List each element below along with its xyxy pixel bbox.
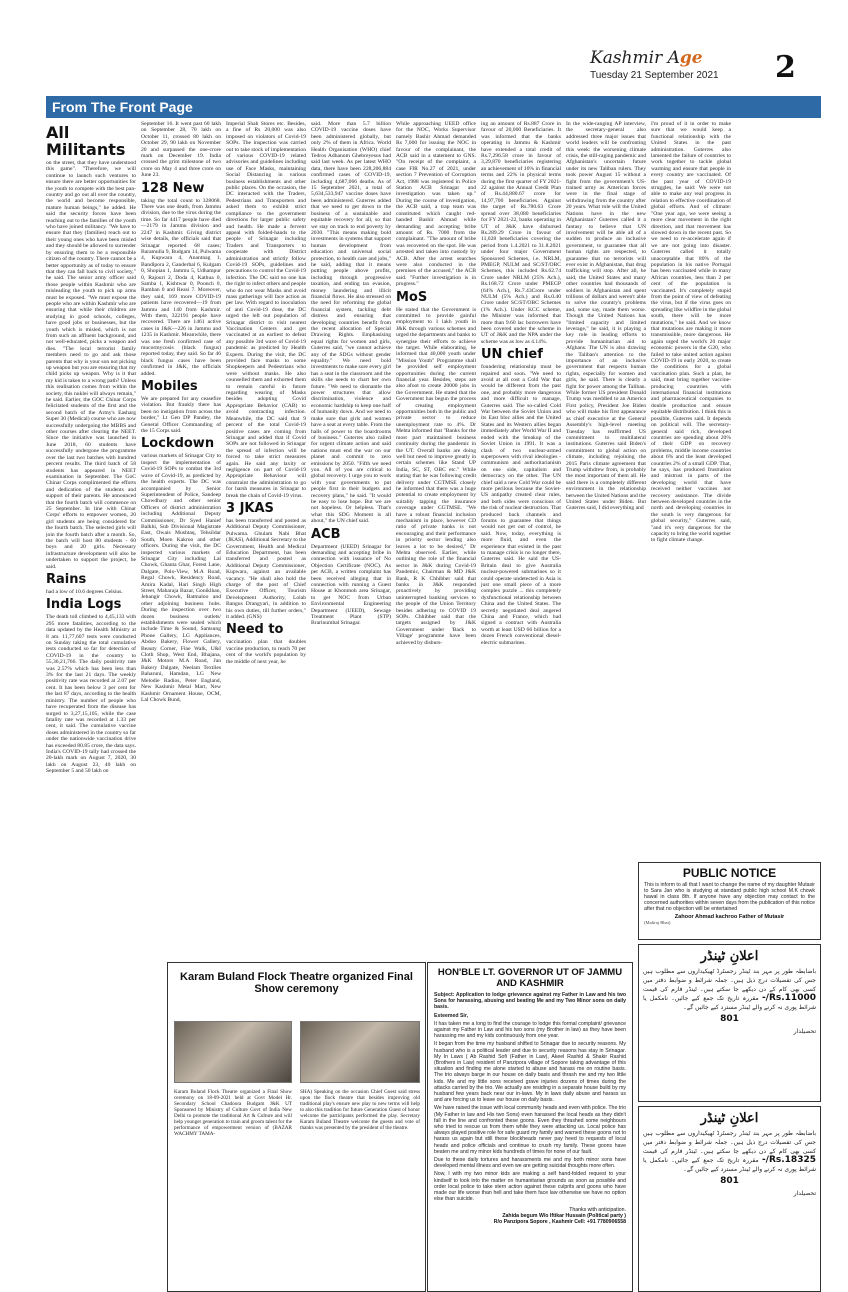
article-text: taking the total count to 328068. There was one death, from Jammu division, due to the virus during the time. So far 4417 people have died—2179 in Jammu division and 2247 in Kashmir. Giving district wise details, the officials said that Srinagar reported 68 cases; Baramulla 9, Budgam 14, Pulwama 4, Kupwara 4, Anantnag 1, Bandipora 2, Ganderbal 6, Kulgam 0, Shopian 1, Jammu 5, Udhampur 0, Rajouri 2, Doda 4, Kathua 0, Samba 1, Kishtwar 0, Poonch 0, Ramban 0 and Reasi 7. Moreover, they said, 169 more COVID-19 patients have recovered—19 from Jammu and 140 from Kashmir. With them, 322191 people have recovered. There are 1461 active cases in J&K—226 in Jammu and 1235 in Kashmir. Meanwhile, there was one fresh confirmed case of mucormycosis (black fungus) reported today, they said. So far 46 black fungus cases have been confirmed in J&K, the officials added. xyxy=(141,197,221,377)
column-4 xyxy=(311,121,391,959)
letter-greeting: Esteemed Sir, xyxy=(434,1012,469,1019)
headline-need-to: Need to xyxy=(226,622,284,638)
headline-rains: Rains xyxy=(46,572,87,587)
tender-amount: Rs.11000/- xyxy=(761,993,816,1003)
headline-3-jkas: 3 JKAS xyxy=(226,500,274,516)
urdu-body: باضابطہ طور پر مہر بند ٹینڈر رجسٹرڈ ٹھیکیداروں سے مطلوب ہیں جس کی تفصیلات درج ذیل ہیں۔ جملہ شرائط و ضوابط دفتر میں کسی بھی کام کے دن دیکھے جا سکتے ہیں۔ ٹینڈر فارم کی قیمت Rs.11000/- مقررہ تاریخ تک جمع کیے جائیں۔ نامکمل یا شرائط پوری نہ کرنے والے ٹینڈر مسترد کیے جائیں گے۔ xyxy=(643,968,816,1011)
letter-paragraph: Due to these daily tortures and harassments me and my both minor sons have developed mental illness and even we are getting suicidal thoughts more often. xyxy=(434,1157,626,1170)
column-6 xyxy=(481,121,561,959)
urdu-signature: تحصیلدار xyxy=(793,1190,816,1197)
newspaper-logo: Kashmir Age xyxy=(590,48,703,68)
karam-caption: SHA) Speaking on the occasion Chief Guest said stress upon the flock theatre that besides improving old traditional play's ensure new play to new terms will help to also this tradition for future Generation Guest of honor welcome the participants performed the play. Secretary Karam Buland Theatre welcome the guests and vote of thanks was presented by the president of the theatre. xyxy=(300,1089,420,1131)
headline-mobiles: Mobiles xyxy=(141,379,198,395)
article-text: ing an amount of Rs.887 Crore in favour of 20,000 Beneficiaries. It was informed that the banks operating in Jammu & Kashmir have extended a total credit of Rs.7,296.58 crore in favour of 3,29,870 beneficiaries registering an achievement of 16% in financial terms and 22% in physical terms during the first quarter of FY 2021-22 against the Annual Credit Plan of Rs.44,880.67 crore for 14,97,700 beneficiaries. Against the target of Rs.780.63 Crore spread over 38,080 beneficiaries for FY 2021-22, banks operating in UT of J&K have disbursed Rs.289.29 Crore in favour of 11,028 beneficiaries covering the period from 1.4.2021 to 31.8.2021 under four major Government Sponsored Schemes, i.e. NRLM, PMEGP, NULM and SC/ST/OBC Schemes, this included Rs.62.74 Crore under NRLM (25% Ach.), Rs.168.72 Crore under PMEGP (64% Ach.), Rs.7.43Crore under NULM (5% Ach.) and Rs.0.40 Crore under SC/ST/OBC Schemes (1% Ach.). Under KCC scheme, the Minister was informed that more than 9.60 lac borrowers have been covered under the scheme in UT of J&K and the NPA under the scheme was as low as 4.14%. xyxy=(481,121,561,345)
article-text: I'm proud of it in order to make sure that we would keep a functional relationship with the United States in the past administration. Guterres also lamented the failure of countries to work together to tackle global warming and ensure that people in every country are vaccinated. Of the past year of COVID-19 struggles, he said: We were not able to make any real progress in relation to effective coordination of global efforts. And of climate: "One year ago, we were seeing a more clear movement in the right direction, and that movement has slowed down in the recent past. So we need to re-accelerate again if we are not going into disaster. Guterres called it totally unacceptable that 80% of the population in his native Portugal has been vaccinated while in many African countries, less than 2 per cent of the population is vaccinated. It's completely stupid from the point of view of defeating the virus, but if the virus goes on spreading like wildfire in the global south, there will be more mutations," he said. And we know that mutations are making it more transmissible, more dangerous. He again urged the world's 20 major economic powers in the G20, who failed to take united action against COVID-19 in early 2020, to create the conditions for a global vaccination plan. Such a plan, he said, must bring together vaccine-producing countries with international financial institutions and pharmaceutical companies to double production and ensure equitable distribution. I think this is possible, Guterres said. It depends on political will. The secretary-general said rich, developed countries are spending about 20% of their GDP on recovery problems, middle income countries about 6% and the least developed countries 2% of a small GDP. That, he says, has produced frustration and mistrust in parts of the developing world that have received neither vaccines nor recovery assistance. The divide between developed countries in the north and developing countries in the south is very dangerous for global security," Guterres said, "and it's very dangerous for the capacity to bring the world together to fight climate change. xyxy=(651,121,732,544)
article-text: on the street, that they have understood this game". "Therefore, we will continue to launch such ventures to ensure there are better opportunities for the youth to compete with the best pan-country and go out all over the country, the world and become responsible, mature human beings," he added. He said the security forces have been reaching out to the families of the youth who have joined militancy. "We have to ensure that they (families) reach out to their young ones who have been misled and they should be allowed to surrender by ensuring them to be a responsible citizen of the country. There cannot be a better opportunity as of today to ensure that they can fall back to civil society," he said. The senior army officer said those people within Kashmir who are misleading the youth to pick up arms must be exposed. "We must expose the people who are within Kashmir who are ensuring that while their children are studying in good schools, colleges, have good jobs or businesses, but the youth which is misled, which is not from such an affluent background, and not well-educated, picks a weapon and dies. "The local terrorist family members need to go and ask those parents that why is your son not picking up weapon but you are ensuring that my child picks up weapon. Why is it that my kid is taken to a wrong path? Unless this realisation comes from within the society, this nuklei will always remain," he said. Earlier, the GOC Chinar Corps felicitated students of the first and the second batch of the Army's Easharg Super 30 (Medical) course who are now successfully undergoing the MBBS and other courses after clearing the NEET. Since the initiative was launched in June 2018, 60 students have successfully undergone the programme over the last two batches with hundred percent results. The third batch of 58 students has appeared in NEET examination in September. The GoC Chinar Corps complimented the efforts and dedication of the students and support of their parents. He announced that the fourth batch will commence on 25 September. In line with Chinar Corps' efforts to empower women, 20 girl students are being considered for the fourth batch. The selected girls will join the fourth batch after a month. So, the batch will host 80 students - 60 boys and 20 girls. Necessary infrastructure development will also be undertaken to support the project, he said. xyxy=(46,160,136,570)
headline-acb: ACB xyxy=(311,526,341,542)
karam-headline: Karam Buland Flock Theatre organized Final Show ceremony xyxy=(180,971,413,995)
notice-signer: Zahoor Ahmad kachroo Father of Mutasir xyxy=(674,914,785,920)
article-text: Imperial Shah Stores etc. Besides, a fine of Rs 20,000 was also imposed on violators of Covid-19 SOPs. The inspection was carried out to take stock of implementation of various COVID-19 related advisories and guidelines including use of Face Masks, maintaining Social Distancing in various business establishments and other public places. On the occasion, the DC interacted with the Traders, Pedestrians and Transporters and asked them to exhibit strict compliance to the government directions for larger public safety and health. He made a fervent appeal with folded-hands to the people of Srinagar including Traders and Transporters to cooperate with District administration and strictly follow Covid-19 SOPs, guidelines and precautions to control the Covid-19 infection. The DC said no one has the right to infect others and people who do not wear Masks and avoid mass gatherings will face action as per law. With regard to inoculation of anti Covid-19 dose, the DC urged the left out population of Srinagar district to visit nearest Vaccination Centers and get vaccinated at an earliest to defeat any possible 3rd wave of Covid-19 pandemic as predicted by Health Experts. During the visit, the DC provided face masks to some Shopkeepers and Pedestrians who were without masks. He also counselled them and exhorted them to remain careful in future regarding wearing of Masks besides adopting Covid Appropriate Behavior (CAB) to avoid contracting infection. Meanwhile, the DC said that 9 percent of the total Covid-19 positive cases are coming from Srinagar and added that if Covid SOPs are not followed in Srinagar the spread of infection will be forced to take strict measures again. He said any laxity or negligence on part of Covid-19 Appropriate Behaviour will constraint the administration to go for harsh measures in Srinagar to break the chain of Covid-19 virus. xyxy=(226,121,306,499)
column-3 xyxy=(226,121,306,959)
tender-amount: Rs.18325/- xyxy=(761,1155,816,1165)
urdu-tender-notice xyxy=(638,944,821,1102)
article-text: He stated that the Government is committed to provide gainful employment to 1 lakh youth in J&K through various schemes and urged the departments and banks to synergise their efforts to achieve the target. While elaborating, he informed that 40,000 youth under "Mission Youth" Programme shall be provided self employment opportunities during the current financial year. Besides, steps are also afoot to create 20000 jobs in the Government. He stated that the Government has begun the process of creating employment opportunities both in the public and private sector to reduce unemployment rate to 4%. Dr Mehta informed that "Banks for the most part maintained business continuity during the pandemic in the UT. Overall banks are doing well but need to improve greatly in certain schemes like Stand UP India, SC, ST, OBC etc." While stating that he was following credit delivery under CGTMSE closely he informed that there was a huge potential to create employment by suitably tapping the insurance coverage under CGTMSE. "We have a robust financial inclusion mechanism in place, however CD ratio of private banks is not encouraging and their performance in priority sector lending also leaves a lot to be desired," Dr Mehta observed. Earlier, while outlining the role of the financial sector in J&K during Covid-19 Pandemic, Chairman & MD J&K Bank, R K Chhibber said that banks in J&K responded proactively by providing uninterrupted banking services to the people of the Union Territory besides adhering to COVID 19 SOPs. Chhibber said that the targets assigned by J&K Government under 'Back to Village' programme have been achieved by disburs- xyxy=(396,306,476,646)
urdu-signature: تحصیلدار xyxy=(793,1028,816,1035)
headline-128-new: 128 New xyxy=(141,180,205,196)
urdu-title: اعلانِ ٹینڈر xyxy=(700,949,759,964)
article-text: In the wide-ranging AP interview, the secretary-general also addressed three major issues that world leaders will be confronting this week: the worsening climate crisis, the still-raging pandemic and Afghanistan's uncertain future under its new Taliban rulers. They took power August 15 without a fight from the government's US-trained army as American forces were in the final stage of withdrawing from the country after 20 years. What role will the United Nations have in the new Afghanistan? Guterres called it a fantasy to believe that UN involvement will be able all of a sudden to produce an inclusive government, to guarantee that all human rights are respected, to guarantee that no terrorists will ever exist in Afghanistan, that drug trafficking will stop. After all, he said, the United States and many other countries had thousands of soldiers in Afghanistan and spent trillions of dollars and weren't able to solve the country's problems and, some say, made them worse. Though the United Nations has "limited capacity and limited leverage," he said, it is playing a key role in leading efforts to provide humanitarian aid to Afghans. The UN is also drawing the Taliban's attention to the importance of an inclusive government that respects human rights, especially for women and girls, he said. There is clearly a fight for power among the Taliban. While former US president Donald Trump was meddled to an America First policy, President Joe Biden who will make his first appearance as chief executive at the General Assembly's high-level meeting Tuesday has reaffirmed US commitment to multilateral institutions. Guterres said Biden's commitment to global action on climate, including rejoining the 2015 Paris climate agreement that Trump withdrew from, is probably the most important of them all. He said there is a completely different environment in the relationship between the United Nations and the United States under Biden. But Guterres said, I did everything and xyxy=(566,121,646,512)
headline-un-chief: UN chief xyxy=(481,347,543,363)
event-photo xyxy=(174,1021,292,1083)
headline-lockdown: Lockdown xyxy=(141,436,215,452)
urdu-body: باضابطہ طور پر مہر بند ٹینڈر رجسٹرڈ ٹھیکیداروں سے مطلوب ہیں جس کی تفصیلات درج ذیل ہیں۔ جملہ شرائط و ضوابط دفتر میں کسی بھی کام کے دن دیکھے جا سکتے ہیں۔ ٹینڈر فارم کی قیمت Rs.18325/- مقررہ تاریخ تک جمع کیے جائیں۔ نامکمل یا شرائط پوری نہ کرنے والے ٹینڈر مسترد کیے جائیں گے۔ xyxy=(643,1130,816,1173)
article-text: September 16. It went past 60 lakh on September 28, 70 lakh on October 11, crossed 80 lakh on October 29, 90 lakh on November 20 and surpassed the one-crore mark on December 19. India crossed the grim milestone of two crore on May 4 and three crore on June 23. xyxy=(141,121,221,179)
letter-paragraph: It began from the time my husband shifted to Srinagar due to security reasons. My husband who is a political leader and due to security reasons has stay in Srinagar. My In Laws ( Ab Rashid Sofi (Father in Law), Akeel Rashid & Shakir Rashid (Brothers in Law) resident of Panzipora village of Sopore taking advantage of this situation and finding me alone started to abuse and harass me on routine basis. The trio always barge in our house on daily basis and thrash me and my two little kids. Me and my little sons received grave injuries dozens of times during the attacks carried by the trio. We actually are residing in a separate house build by my husband few years back near our in-laws. My in laws daily abuse and harass us and are forcing us to leave our house on daily basis. xyxy=(434,1041,626,1104)
headline-india-logs: India Logs xyxy=(46,597,122,613)
headline-mos: MoS xyxy=(396,289,428,305)
issue-date: Tuesday 21 September 2021 xyxy=(590,70,719,81)
lt-governor-letter xyxy=(427,962,633,1292)
column-2 xyxy=(141,121,221,959)
article-text: various markets of Srinagar City to inspect the implementation of Covid-19 SOPs to combat the 3rd wave of Covid-19, as predicted by the health experts. The DC was accompanied by Senior Superintendent of Police, Sandeep Chowdhary and other senior Officers of district administration including Additional Deputy Commissioner, Dr Syed Hanief Balkhi, Sub Divisional Magistrate East, Owais Mushtaq, Tehsildar South, Moen Kakroo and other officers. During the visit, the DC inspected various markets of Srinagar City including Lal Chowk, Ghanta Ghar, Forest Lane, Dalgate, Polo-View, M.A Road, Regal Chowk, Residency Road, Amira Kadal, Hari Singh High Street, Maharaja Bazar, Goniklhan, Jehangir Chowk, Batmaloo and other adjoining business hubs. During the inspection over two dozen business outlets/ establishments were sealed which include Time & Sound, Samsung Phone Gallery, LG Appliances, Abdoo Bakery, Flower Gallery, Beauty Corner, Fine Walk, U&I Cloth Shop, West End, Bhajana, J&K Motors M.A Road, Jan Bakery Dalgate, Neelam Textiles Baharuni, Hamdan, LG New Melodie Radios, Peter England, New Kashmir Metal Mart, New Kashmir Ornament House, OCM, Lal Chowk Bund, xyxy=(141,453,221,703)
article-text: We are prepared for any ceasefire violation. But frankly there has been no instigation from across the border," Lt Gen DP Pandey, the General Officer Commanding of the 15 Corps said. xyxy=(141,396,221,435)
karam-caption: Karam Buland Flock Theatre organized a Final Show ceremony on 18-09-2021 held at Govt Model Hr. Secondary School Chadoora Budgam J&K UT Sponsored by Ministry of Culture Govt of India New Delhi to promote the traditional Art & Culture and will help younger generation to train and groom talent for the performance of empowerment version of (BAZAR WACHMY TAMA- xyxy=(174,1089,292,1137)
column-7 xyxy=(566,121,646,859)
letter-signature xyxy=(434,1207,626,1226)
public-notice xyxy=(638,862,821,940)
article-text: has been transferred and posted as Additional Deputy Commissioner, Pulwama. Ghulam Nabi Bhat (JKAS), Additional Secretary to the Government, Health and Medical Education Department, has been transferred and posted as Additional Deputy Commissioner, Kupwara, against an available vacancy. "He shall also hold the charge of the post of Chief Executive Officer, Tourism Development Authority, Lolab Bangus Drangyari, in addition to his own duties, till further orders," it added. (GNS) xyxy=(226,517,306,621)
urdu-title: اعلانِ ٹینڈر xyxy=(700,1111,759,1126)
letter-subject: Subject: Application to lodge grievance against my Father in Law and his two Sons for harassing, abusing and beating Me and my Two Minor sons on daily basis. xyxy=(434,992,626,1011)
karam-buland-article xyxy=(167,962,426,1292)
article-text: Department (UEED) Srinagar for demanding and accepting bribe in connection with issuance of No Objection Certificate (NOC). As per ACB, a written complaint has been received alleging that in connection with running a Guest House at Khonmoh area Srinagar, to get NOC from Urban Environmental Engineering Department (UEED), Sewage Treatment Plant (STP) Brarinumbal Srinagar. xyxy=(311,543,391,627)
letter-paragraph: It has taken me a long to find the courage to lodge this formal complaint/ grievance against my Father in Law and his two sons (my Brother in law) as they have been harassing me and my kids continuously from one year. xyxy=(434,1020,626,1040)
letter-body xyxy=(434,992,626,1203)
article-text: vaccination plan that doubles vaccine production, to reach 70 per cent of the world's population by the middle of next year, he xyxy=(226,639,306,665)
notice-title: PUBLIC NOTICE xyxy=(682,866,777,880)
notice-body: This is inform to all that I want to change the name of my daughter Mutasir to Sara Jan who is studying at standard public high school M.K chowk hawal in class 8th. If anyone have any objection may contact to the concerned authorities within seven days from the publication of this notice after that no objection will be entertained xyxy=(644,882,815,912)
tender-number: 801 xyxy=(720,1176,739,1186)
notice-note: (Maliraj Bhat) xyxy=(644,920,671,925)
headline-all-militants: All Militants xyxy=(46,123,126,159)
letter-heading: HON'BLE LT. GOVERNOR UT OF JAMMU AND KASHMIR xyxy=(437,967,623,989)
section-header: From The Front Page xyxy=(46,96,821,118)
article-text: foundering relationship must be repaired and soon. "We need to avoid at all cost a Cold War that would be different from the past one, and probably more dangerous and more difficult to manage, Guterres said. The so-called Cold War between the Soviet Union and its East bloc allies and the United States and its Western allies began immediately after World War II and ended with the breakup of the Soviet Union in 1991. It was a clash of two nuclear-armed superpowers with rival ideologies - communism and authoritarianism on one side, capitalism and democracy on the other. The UN chief said a new Cold War could be more perilous because the Soviet-US antipathy created clear rules, and both sides were conscious of the risk of nuclear destruction. That produced back channels and forums to guarantee that things would not get out of control, he said. Now, today, everything is more fluid, and even the experience that existed in the past to manage crisis is no longer there, Guterres said. He said the US-Britain deal to give Australia nuclear-powered submarines so it could operate undetected in Asia is just one small piece of a more complex puzzle ... this completely dysfunctional relationship between China and the United States. The secretly negotiated deal angered China and France, which had signed a contract with Australia worth at least USD 66 billion for a dozen French conventional diesel-electric submarines. xyxy=(481,364,561,646)
column-1 xyxy=(46,121,136,1292)
letter-paragraph: We have raised the issue with local community heads and even with police. The trio (My Father in law and His two Sons) even harassed the local heads as they didn't fall in the line and confronted these goons. Even they thrashed some neighbours who tried to rescue us from them while they were attacking us. Local police has always played positive role for safe guard my family and warned these goons not to harass us again but still these blockheads never pay heed to requests of local heads and police officials and continue to crush my family. These goons have beaten me and my minor kids hundreds of times for none of our fault. xyxy=(434,1105,626,1155)
article-text: said. More than 5.7 billion COVID-19 vaccine doses have been administered globally, but only 2% of them in Africa. World Health Organisation (WHO) chief Tedros Adhanom Ghebreyesus had said last week. As per latest WHO data, there have been 228,206,884 confirmed cases of COVID-19, including 4,687,066 deaths. As of 15 September 2021, a total of 5,634,533,947 vaccine doses have been administered. Guterres added that we need to get down to the business of a sustainable and equitable recovery for all, so that we stay on track to end poverty by 2030. "This means making bold investments in systems that support human development from education and universal social protection, to health care and jobs," he said, adding that it means putting people above profits, including through progressive taxation, and ending tax evasion, money laundering and illicit financial flows. He also stressed on the need for reforming the global financial system, tackling debt distress and ensuring that developing countries benefit from the recent allocation of Special Drawing Rights. Emphasising equal rights for women and girls, Guterres said, "we cannot achieve any of the SDGs without gender equality." We need bold investments to make sure every girl has a seat in the classroom and the skills she needs to chart her own future. "We need to dismantle the power structures that allow discrimination, violence and economic hardship to keep one half of humanity down. And we need to make sure that girls and women have a seat at every table. From the halls of power to the boardrooms of business." Guterres also called for urgent climate action and said nations must end the war on our planet and commit to zero emissions by 2050. "Fifth we need you. All of you are critical to global recovery. I urge you to work with your governments to put people first in their budgets and recovery plans," he said. "It would be easy to lose hope. But we are not hopeless. Or helpless. That's what this SDG Moment is all about," the UN chief said. xyxy=(311,121,391,525)
tender-number: 801 xyxy=(720,1014,739,1024)
article-text: had a low of 10.6 degrees Celsius. xyxy=(46,589,123,595)
article-text: While approaching UEED office for the NOC, Works Supervisor namely Bashir Ahmad demanded Rs 7,000 for issuing the NOC in favour of the complainant, the ACB said in a statement to GNS. "On receipt of the complaint, a case FIR No.27 of 2021, under section 7 Prevention of Corruption Act, 1988 was registered in Police Station ACB Srinagar and investigation was taken up." During the course of investigation, the ACB said, a trap team was constituted which caught red-handed Bashir Ahmad while demanding and accepting bribe amount of Rs. 7000 from the complainant. "The amount of bribe was recovered on the spot. He was arrested and taken into custody by ACB. After the arrest searches were also conducted in the premises of the accused," the ACB said. "Further investigation is in progress." xyxy=(396,121,476,288)
letter-paragraph: Now, I with my two minor kids are making a self hand-folded request to your kindself to look into the matter on humanitarian grounds as soon as possible and order local police to take stern action against these culprits and goons who have made our life worse than hell and take them face law otherwise we have no option else than suicide. xyxy=(434,1171,626,1203)
letter-thanks: Thanks with anticipation. xyxy=(569,1206,626,1213)
urdu-tender-notice xyxy=(638,1106,821,1292)
column-8 xyxy=(651,121,821,859)
event-photo xyxy=(300,1021,420,1083)
column-5 xyxy=(396,121,476,959)
letter-address: R/o Panzipora Sopore , Kashmir Cell: +91 7780906558 xyxy=(493,1218,626,1225)
page-number: 2 xyxy=(775,50,796,85)
letter-signer: Zahida begum W/o Iftikar Hussain (Political party ) xyxy=(502,1212,626,1219)
article-text: The death toll climbed to 4,45,133 with 295 more fatalities, according to the data updated by the Health Ministry at 8 am. 11,77,607 tests were conducted on Sunday taking the total cumulative tests conducted so far for detection of COVID-19 in the country to 55,36,21,766. The daily positivity rate was 2.57% which has been less than 3% for the last 21 days. The weekly positivity rate was recorded at 2.07 per cent. It has been below 3 per cent for the last 87 days, according to the health ministry. The number of people who have recuperated from the disease has surged to 3,27,15,105, while the case fatality rate was recorded at 1.33 per cent, it said. The cumulative vaccine doses administered in the country so far under the nationwide vaccination drive has exceeded 80.85 crore, the data says. India's COVID-19 tally had crossed the 20-lakh mark on August 7, 2020, 30 lakh on August 23, 40 lakh on September 5 and 50 lakh on xyxy=(46,614,136,775)
